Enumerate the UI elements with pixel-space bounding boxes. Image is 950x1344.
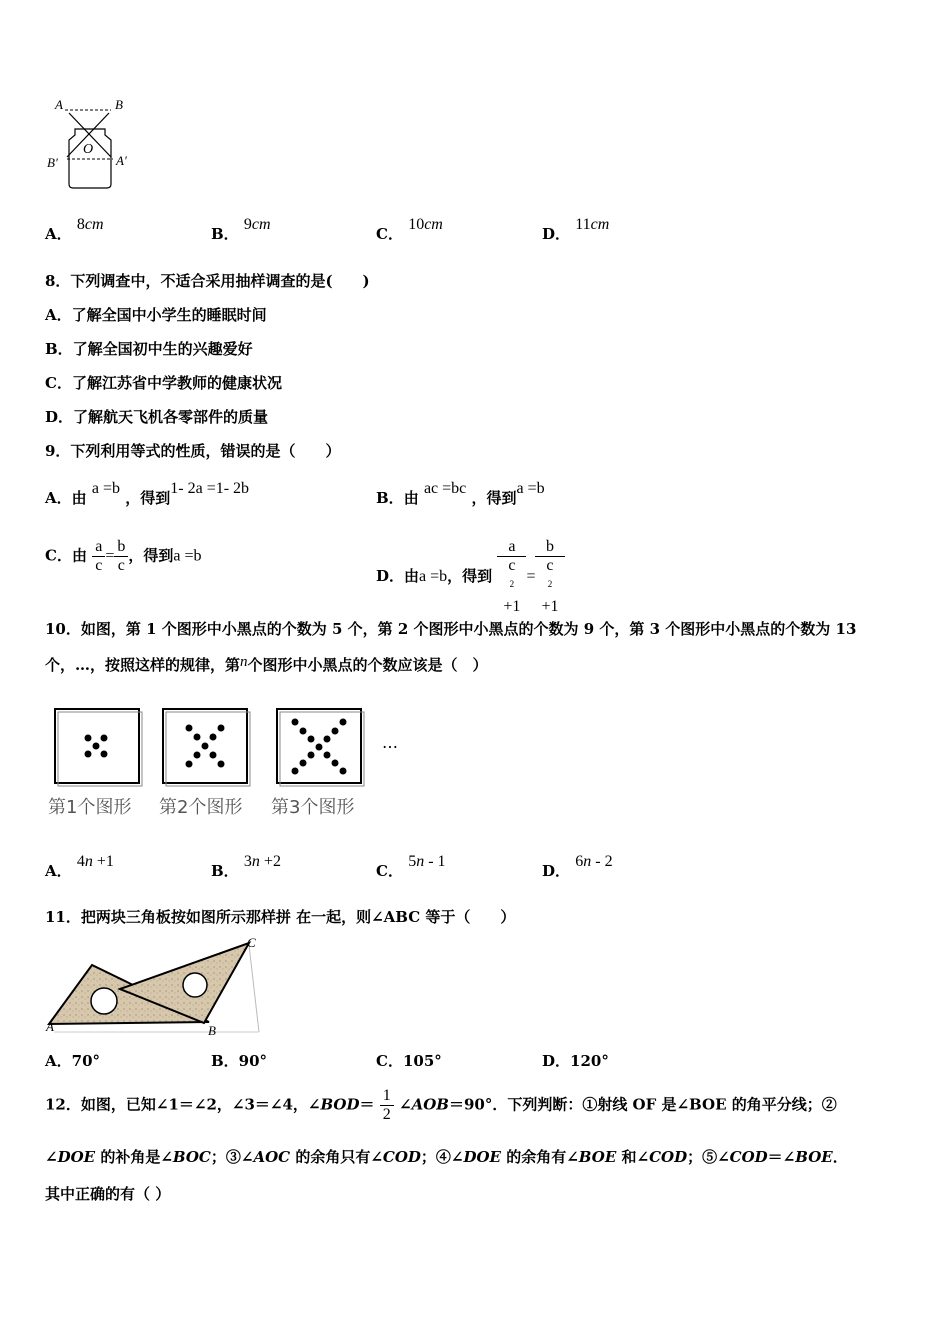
q10-caption-3: 第3个图形 [271, 797, 355, 818]
option-value: 8 [76, 216, 85, 233]
q12-stem-line2: ∠DOE 的补角是∠BOC；③∠AOC 的余角只有∠COD；④∠DOE 的余角有∠BOE 和∠COD；⑤∠COD＝∠BOE． [45, 1148, 848, 1166]
q10-option-c[interactable]: C． 5n - 1 [376, 853, 446, 880]
option-letter: B． [211, 862, 239, 880]
q9-stem: 9．下列利用等式的性质，错误的是（ ） [45, 442, 341, 460]
q7-figure [45, 95, 140, 195]
option-text: ，得到 [125, 489, 171, 507]
q10-option-d[interactable]: D． 6n - 2 [542, 853, 613, 880]
q11-option-b[interactable]: B．90° [211, 1052, 268, 1070]
equals: = [105, 547, 115, 565]
option-value: 9 [243, 216, 252, 233]
q10-ellipsis: … [382, 733, 398, 752]
q10-caption-2: 第2个图形 [159, 797, 243, 818]
label-b: B [115, 97, 123, 112]
option-letter: D． [542, 862, 571, 880]
option-text: 由 [71, 489, 87, 507]
q7-option-c[interactable] [376, 216, 443, 244]
q7-option-d[interactable] [542, 216, 610, 244]
q8-option-c[interactable]: C．了解江苏省中学教师的健康状况 [45, 374, 282, 392]
q9-option-a[interactable] [45, 480, 250, 508]
label-a-prime: A′ [116, 153, 127, 168]
q11-option-c[interactable]: C．105° [376, 1052, 442, 1070]
label-o: O [83, 142, 94, 157]
q11-option-d[interactable]: D．120° [542, 1052, 609, 1070]
label-c: C [247, 935, 256, 950]
q7-option-b[interactable] [211, 216, 271, 244]
option-result: a =b [516, 480, 545, 497]
fraction: b c $^2$ +1 [535, 538, 564, 616]
option-result: 1- 2a =1- 2b [170, 480, 250, 497]
label-b-prime: B′ [47, 155, 58, 170]
option-letter: D． [542, 225, 571, 243]
q10-stem-line2: 个，…，按照这样的规律，第n个图形中小黑点的个数应该是（ ） [45, 654, 488, 674]
fraction: a c $^2$ +1 [497, 538, 526, 616]
fraction-half: $\frac{1}{2}$ [380, 1087, 394, 1124]
option-condition: a =b [91, 480, 121, 497]
option-letter: C． [376, 225, 403, 243]
equals: = [526, 568, 536, 586]
q11-stem: 11．把两块三角板按如图所示那样拼 在一起，则∠ABC 等于（ ） [45, 908, 516, 926]
q9-option-c[interactable] [45, 538, 201, 575]
option-condition: ac =bc [423, 480, 467, 497]
q11-option-a[interactable]: A．70° [45, 1052, 101, 1070]
option-result: a =b [173, 547, 202, 565]
option-text: 由 [403, 489, 419, 507]
fraction: $\frac{a}{c}$ [92, 538, 105, 575]
option-unit: cm [251, 216, 271, 233]
q11-triangle-figure [44, 935, 264, 1040]
option-value: 11 [575, 216, 591, 233]
label-b: B [208, 1023, 216, 1038]
q8-option-a[interactable]: A．了解全国中小学生的睡眠时间 [45, 306, 267, 324]
option-letter: B． [211, 225, 239, 243]
option-text: ，得到 [128, 546, 174, 565]
option-text: ，得到 [471, 489, 517, 507]
option-unit: cm [424, 216, 443, 233]
option-unit: cm [84, 216, 104, 233]
q10-caption-1: 第1个图形 [48, 797, 132, 818]
label-a: A [55, 97, 63, 112]
q10-option-a[interactable]: A． 4n +1 [45, 853, 114, 880]
option-condition: a =b [419, 568, 448, 586]
option-letter: A． [45, 225, 72, 243]
option-letter: C． [45, 546, 72, 565]
q12-stem-line1: 12．如图，已知∠1＝∠2，∠3＝∠4，∠BOD＝ $\frac{1}{2}$ ∠AOB＝90°．下列判断：①射线 OF 是∠BOE 的角平分线；② [45, 1087, 837, 1123]
fraction: $\frac{b}{c}$ [114, 538, 128, 575]
q9-option-d[interactable] [376, 538, 565, 616]
q9-option-b[interactable] [376, 480, 545, 508]
q12-stem-line3: 其中正确的有（ ） [45, 1185, 171, 1203]
q8-option-b[interactable]: B．了解全国初中生的兴趣爱好 [45, 340, 253, 358]
option-letter: C． [376, 862, 403, 880]
option-letter: A． [45, 489, 72, 507]
option-letter: D． [376, 567, 405, 586]
q8-stem: 8．下列调查中，不适合采用抽样调查的是( ) [45, 272, 370, 290]
option-letter: B． [376, 489, 404, 507]
option-text: 由 [71, 546, 87, 565]
q7-option-a[interactable] [45, 216, 104, 244]
option-letter: A． [45, 862, 72, 880]
option-text: ，得到 [447, 567, 493, 586]
q10-stem-line1: 10．如图，第 1 个图形中小黑点的个数为 5 个，第 2 个图形中小黑点的个数为 9 个，第 3 个图形中小黑点的个数为 13 [45, 620, 857, 638]
label-a: A [46, 1019, 54, 1034]
q10-option-b[interactable]: B． 3n +2 [211, 853, 281, 880]
option-unit: cm [590, 216, 610, 233]
q8-option-d[interactable]: D．了解航天飞机各零部件的质量 [45, 408, 269, 426]
option-text: 由 [404, 567, 420, 586]
option-value: 10 [408, 216, 425, 233]
